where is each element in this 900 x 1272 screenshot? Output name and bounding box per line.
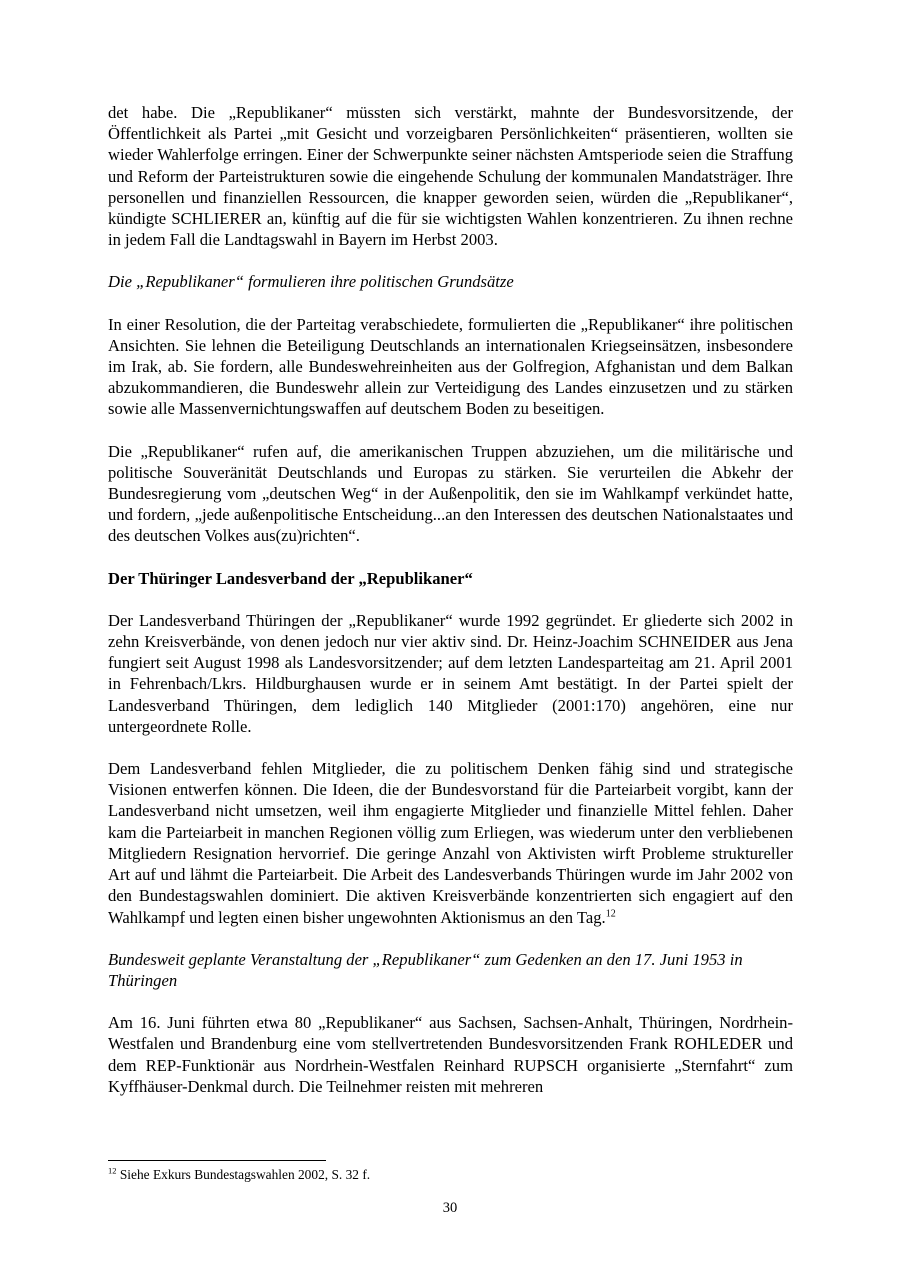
section-heading-grundsaetze: Die „Republikaner“ formulieren ihre politischen Grundsätze [108,272,514,292]
paragraph-4: Der Landesverband Thüringen der „Republikaner“ wurde 1992 gegründet. Er gliederte sich 2002 in zehn Kreisverbände, von denen jedoch nur vier aktiv sind. Dr. Heinz-Joachim SCHNEIDER aus Jena fungiert seit August 1998 als Landesvorsitzender; auf dem letzten Landesparteitag am 21. April 2001 in Fehrenbach/Lkrs. Hildburghausen wurde er in seinem Amt bestätigt. In der Partei spielt der Landesverband Thüringen, dem lediglich 140 Mitglieder (2001:170) angehören, eine nur untergeordnete Rolle. [108,610,793,736]
paragraph-5-text: Dem Landesverband fehlen Mitglieder, die zu politischem Denken fähig sind und strategische Visionen entwerfen können. Die Ideen, die der Bundesvorstand für die Parteiarbeit vorgibt, kann der Landesverband nicht umsetzen, weil ihm engagierte Mitglieder und finanzielle Mittel fehlen. Daher kam die Parteiarbeit in manchen Regionen völlig zum Erliegen, was wiederum unter den verbliebenen Mitgliedern Resignation hervorrief. Die geringe Anzahl von Aktivisten wirft Probleme struktureller Art auf und lähmt die Parteiarbeit. Die Arbeit des Landesverbands Thüringen wurde im Jahr 2002 von den Bundestagswahlen dominiert. Die aktiven Kreisverbände konzentrierten sich engagiert auf den Wahlkampf und legten einen bisher ungewohnten Aktionismus an den Tag. [108,759,793,927]
footnote [108,1166,370,1183]
page-body [108,102,793,1097]
footnote-number: 12 [108,1165,117,1176]
paragraph-2: In einer Resolution, die der Parteitag verabschiedete, formulierten die „Republikaner“ ihre politischen Ansichten. Sie lehnen die Beteiligung Deutschlands an internationalen Kriegseinsätzen, insbesondere im Irak, ab. Sie fordern, alle Bundeswehreinheiten aus der Golfregion, Afghanistan und dem Balkan abzukommandieren, die Bundeswehr allein zur Verteidigung des Landes einzusetzen und zu stärken sowie alle Massenvernichtungswaffen auf deutschem Boden zu beseitigen. [108,314,793,419]
footnote-divider [108,1160,326,1161]
paragraph-6: Am 16. Juni führten etwa 80 „Republikaner“ aus Sachsen, Sachsen-Anhalt, Thüringen, Nordrhein-Westfalen und Brandenburg eine vom stellvertretenden Bundesvorsitzenden Frank ROHLEDER und dem REP-Funktionär aus Nordrhein-Westfalen Reinhard RUPSCH organisierte „Sternfahrt“ zum Kyffhäuser-Denkmal durch. Die Teilnehmer reisten mit mehreren [108,1013,793,1096]
paragraph-5 [108,758,793,928]
section-heading-landesverband: Der Thüringer Landesverband der „Republikaner“ [108,568,473,588]
footnote-reference: 12 [605,907,616,919]
footnote-text: Siehe Exkurs Bundestagswahlen 2002, S. 32 f. [116,1167,371,1182]
paragraph-1: det habe. Die „Republikaner“ müssten sich verstärkt, mahnte der Bundesvorsitzende, der Öffentlichkeit als Partei „mit Gesicht und vorzeigbaren Persönlichkeiten“ präsentieren, wollten sie wieder Wahlerfolge erringen. Einer der Schwerpunkte seiner nächsten Amtsperiode seien die Straffung und Reform der Parteistrukturen sowie die eingehende Schulung der kommunalen Mandatsträger. Ihre personellen und finanziellen Ressourcen, die knapper geworden seien, würden die „Republikaner“, kündigte SCHLIERER an, künftig auf die für sie wichtigsten Wahlen konzentrieren. Zu ihnen rechne in jedem Fall die Landtagswahl in Bayern im Herbst 2003. [108,103,793,250]
paragraph-3: Die „Republikaner“ rufen auf, die amerikanischen Truppen abzuziehen, um die militärische und politische Souveränität Deutschlands und Europas zu stärken. Sie verurteilen die Abkehr der Bundesregierung vom „deutschen Weg“ in der Außenpolitik, den sie im Wahlkampf verkündet hatte, und fordern, „jede außenpolitische Entscheidung...an den Interessen des deutschen Nationalstaates und des deutschen Volkes aus(zu)richten“. [108,441,793,546]
page-number: 30 [442,1200,458,1216]
section-heading-veranstaltung: Bundesweit geplante Veranstaltung der „Republikaner“ zum Gedenken an den 17. Juni 1953 in Thüringen [108,949,743,990]
